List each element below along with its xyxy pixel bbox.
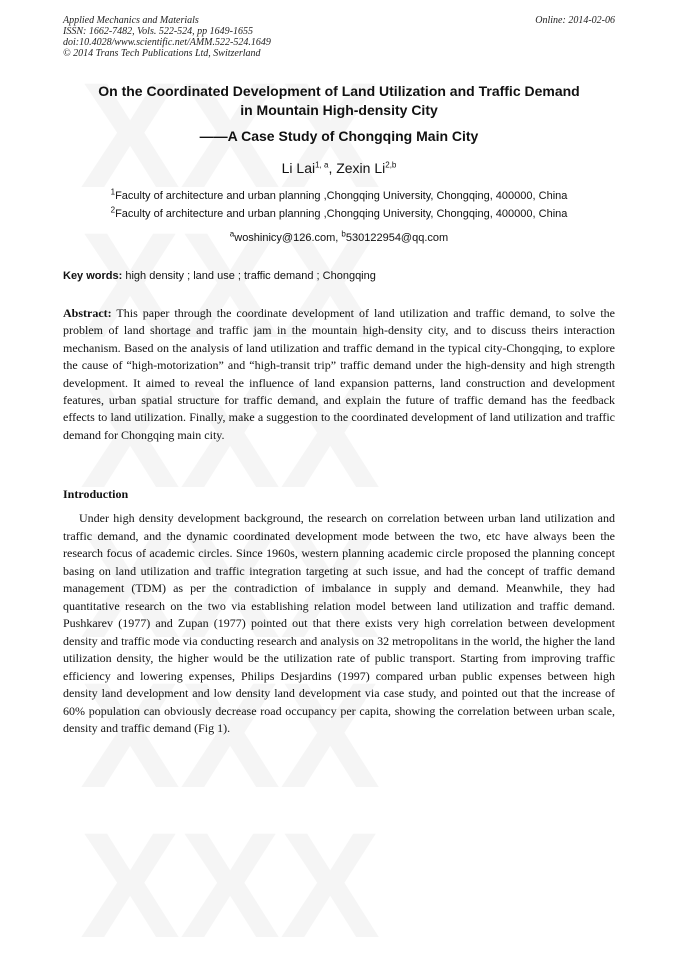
section-heading-introduction: Introduction bbox=[63, 487, 129, 501]
keywords-text: high density ; land use ; traffic demand ; Chongqing bbox=[122, 270, 376, 282]
affiliation-number: 1 bbox=[110, 187, 116, 197]
abstract-label: Abstract: bbox=[63, 306, 112, 320]
author-affiliation-mark: 1, a bbox=[315, 160, 329, 170]
author-name: Zexin Li bbox=[336, 160, 386, 176]
keywords bbox=[63, 270, 615, 282]
copyright-line: © 2014 Trans Tech Publications Ltd, Switzerland bbox=[63, 48, 261, 59]
journal-header bbox=[63, 15, 615, 59]
affiliation-number: 2 bbox=[110, 205, 116, 215]
email-mark: a bbox=[229, 229, 235, 239]
abstract bbox=[63, 305, 615, 444]
author-list bbox=[40, 160, 638, 176]
journal-name: Applied Mechanics and Materials bbox=[63, 15, 199, 26]
title-line-1: On the Coordinated Development of Land Utilization and Traffic Demand bbox=[98, 83, 580, 99]
author-separator: , bbox=[328, 160, 337, 176]
author-affiliation-mark: 2,b bbox=[385, 160, 397, 170]
affiliation-text: Faculty of architecture and urban planning ,Chongqing University, Chongqing, 400000, China bbox=[115, 190, 568, 202]
paper-subtitle: ——A Case Study of Chongqing Main City bbox=[199, 128, 479, 144]
author-emails bbox=[63, 229, 615, 244]
doi-line: doi:10.4028/www.scientific.net/AMM.522-524.1649 bbox=[63, 37, 271, 48]
abstract-text: This paper through the coordinate development of land utilization and traffic demand, to solve the problem of land shortage and traffic jam in the mountain high-density city, and to discuss theirs interaction mechanism. Based on the analysis of land utilization and traffic demand in the typical city-Chongqing, to explore the cause of “high-motorization” and “high-transit trip” traffic demand under the high-density and high strength development. It aimed to reveal the influence of land expansion patterns, land construction and development features, urban spatial structure for traffic demand, and explain the future of traffic demand has the feedback effects to land utilization. Finally, make a suggestion to the coordinated development of land utilization and traffic demand for Chongqing main city. bbox=[63, 306, 615, 442]
email-mark: b bbox=[341, 229, 346, 239]
email-address: woshinicy@126.com bbox=[234, 232, 336, 244]
author-name: Li Lai bbox=[281, 160, 316, 176]
email-separator: , bbox=[335, 232, 342, 244]
email-address: 530122954@qq.com bbox=[345, 232, 449, 244]
paper-title bbox=[40, 82, 638, 120]
affiliation-1 bbox=[63, 187, 615, 202]
online-date: Online: 2014-02-06 bbox=[535, 15, 615, 26]
introduction-paragraph: Under high density development background, the research on correlation between urban land utilization and traffic demand, and the dynamic coordinated development mode between the two, etc have always been the research focus of academic circles. Since 1960s, western planning academic circle proposed the planning concept basing on land utilization and traffic integration targeting at such issue, and had the concept of traffic demand management (TDM) as per the contradiction of imbalance in supply and demand. Meanwhile, they had quantitative research on the two via establishing relation model between land utilization and traffic demand. Pushkarev (1977) and Zupan (1977) pointed out that there exists very high correlation between development density and traffic mode via conducting research and analysis on 32 metropolitans in the world, the higher the land utilization density, the higher would be the utilization rate of public transport. Starting from improving traffic efficiency and lowering expenses, Philips Desjardins (1997) compared urban public expenses between high density land development and low density land development via case study, and pointed out that the increase of 60% population can obviously decrease road occupancy per capita, showing the correlation between urban scale, density and traffic demand (Fig 1). bbox=[63, 511, 615, 735]
title-line-2: in Mountain High-density City bbox=[240, 102, 438, 118]
affiliation-text: Faculty of architecture and urban planning ,Chongqing University, Chongqing, 400000, China bbox=[115, 208, 568, 220]
keywords-label: Key words: bbox=[63, 270, 123, 282]
affiliation-2 bbox=[63, 205, 615, 220]
issn-line: ISSN: 1662-7482, Vols. 522-524, pp 1649-1655 bbox=[63, 26, 253, 37]
